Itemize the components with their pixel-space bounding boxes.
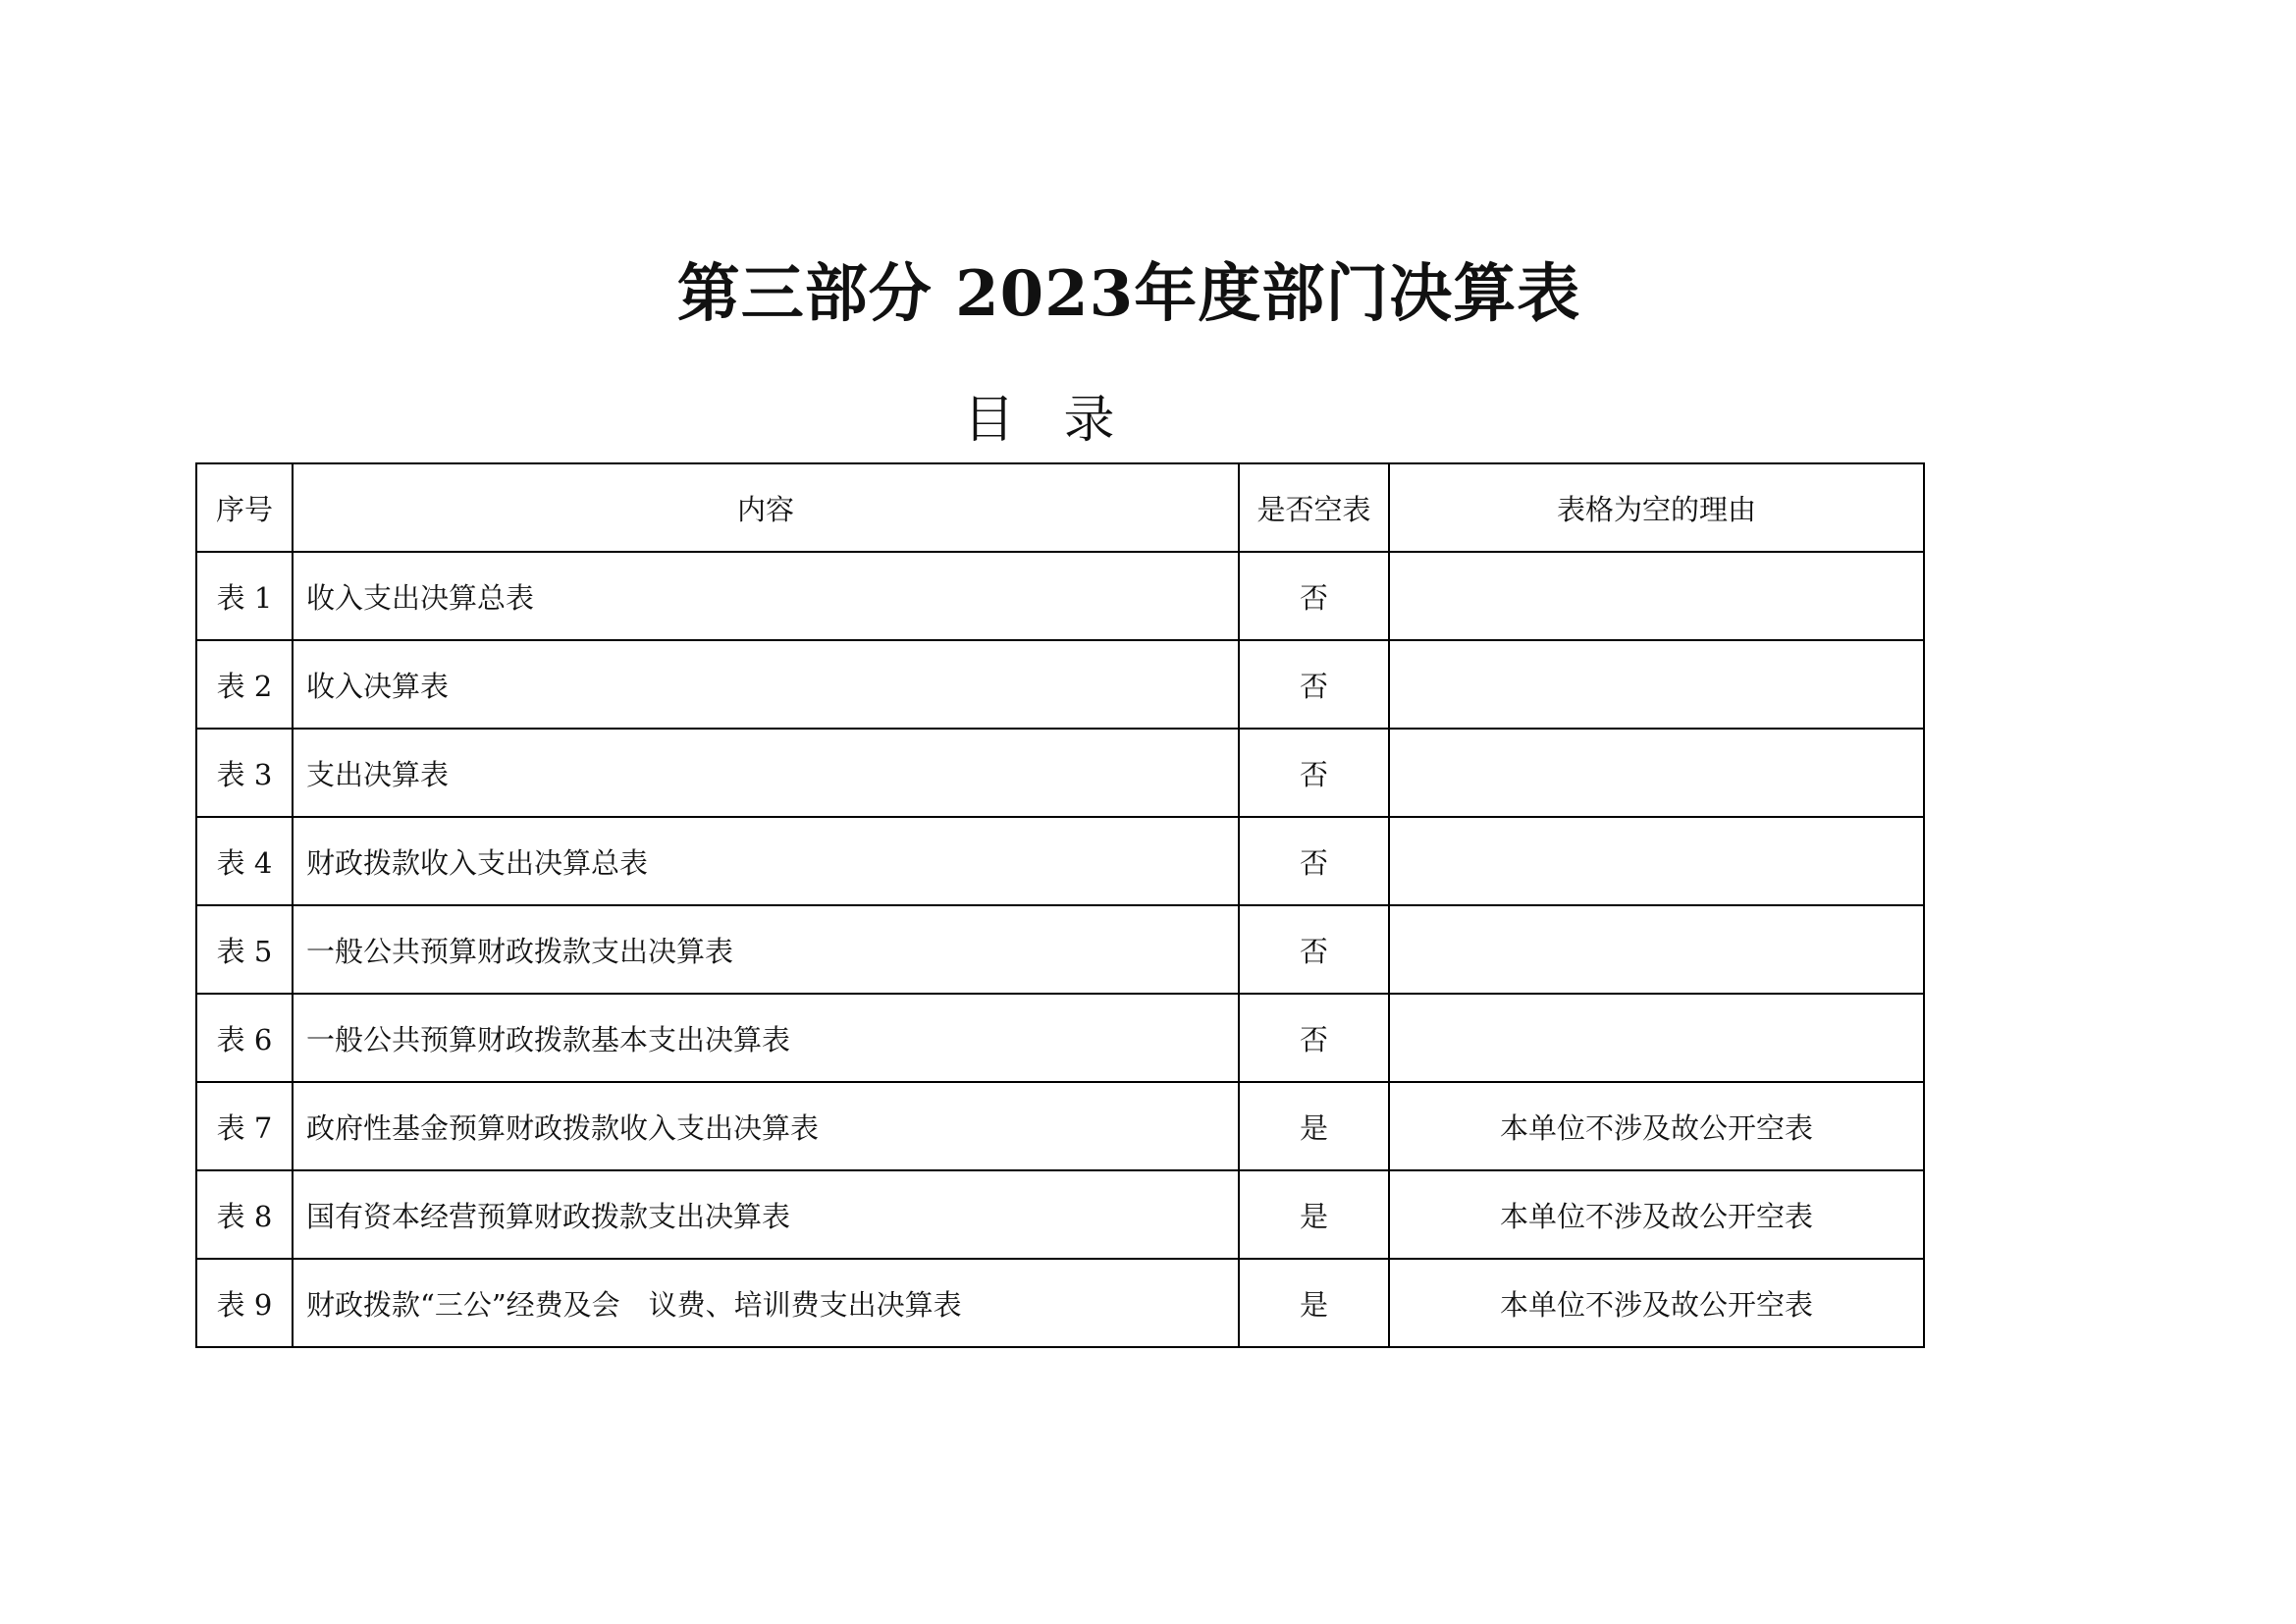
- table-row: [196, 640, 1924, 729]
- row-serial-number: 表 5: [196, 905, 293, 994]
- row-serial-number: 表 7: [196, 1082, 293, 1170]
- table-row: [196, 1170, 1924, 1259]
- table-row: [196, 552, 1924, 640]
- row-empty-reason: [1389, 817, 1924, 905]
- toc-table: [195, 462, 1925, 1348]
- row-is-empty: 否: [1239, 640, 1389, 729]
- table-row: [196, 817, 1924, 905]
- row-empty-reason: [1389, 640, 1924, 729]
- row-serial-number: 表 4: [196, 817, 293, 905]
- row-is-empty: 否: [1239, 552, 1389, 640]
- row-content: 国有资本经营预算财政拨款支出决算表: [293, 1170, 1239, 1259]
- row-is-empty: 是: [1239, 1170, 1389, 1259]
- row-empty-reason: 本单位不涉及故公开空表: [1389, 1170, 1924, 1259]
- row-serial-number: 表 3: [196, 729, 293, 817]
- row-empty-reason: [1389, 994, 1924, 1082]
- table-row: [196, 729, 1924, 817]
- row-serial-number: 表 9: [196, 1259, 293, 1347]
- row-empty-reason: [1389, 905, 1924, 994]
- table-row: [196, 1082, 1924, 1170]
- row-content: 财政拨款收入支出决算总表: [293, 817, 1239, 905]
- table-row: [196, 994, 1924, 1082]
- toc-heading: 目录: [963, 391, 1164, 450]
- row-serial-number: 表 2: [196, 640, 293, 729]
- header-is-empty: 是否空表: [1239, 463, 1389, 552]
- header-content: 内容: [293, 463, 1239, 552]
- row-content: 收入支出决算总表: [293, 552, 1239, 640]
- row-serial-number: 表 8: [196, 1170, 293, 1259]
- header-empty-reason: 表格为空的理由: [1389, 463, 1924, 552]
- row-serial-number: 表 1: [196, 552, 293, 640]
- row-content: 收入决算表: [293, 640, 1239, 729]
- header-serial-number: 序号: [196, 463, 293, 552]
- row-content: 支出决算表: [293, 729, 1239, 817]
- row-is-empty: 否: [1239, 817, 1389, 905]
- row-content: 一般公共预算财政拨款支出决算表: [293, 905, 1239, 994]
- row-empty-reason: [1389, 729, 1924, 817]
- row-is-empty: 否: [1239, 994, 1389, 1082]
- row-empty-reason: 本单位不涉及故公开空表: [1389, 1259, 1924, 1347]
- row-is-empty: 否: [1239, 729, 1389, 817]
- row-serial-number: 表 6: [196, 994, 293, 1082]
- page-title: 第三部分 2023年度部门决算表: [676, 257, 1581, 331]
- row-empty-reason: [1389, 552, 1924, 640]
- row-content: 财政拨款“三公”经费及会 议费、培训费支出决算表: [293, 1259, 1239, 1347]
- row-is-empty: 是: [1239, 1082, 1389, 1170]
- row-content: 政府性基金预算财政拨款收入支出决算表: [293, 1082, 1239, 1170]
- row-empty-reason: 本单位不涉及故公开空表: [1389, 1082, 1924, 1170]
- table-row: [196, 1259, 1924, 1347]
- row-is-empty: 是: [1239, 1259, 1389, 1347]
- table-header-row: [196, 463, 1924, 552]
- table-row: [196, 905, 1924, 994]
- row-content: 一般公共预算财政拨款基本支出决算表: [293, 994, 1239, 1082]
- row-is-empty: 否: [1239, 905, 1389, 994]
